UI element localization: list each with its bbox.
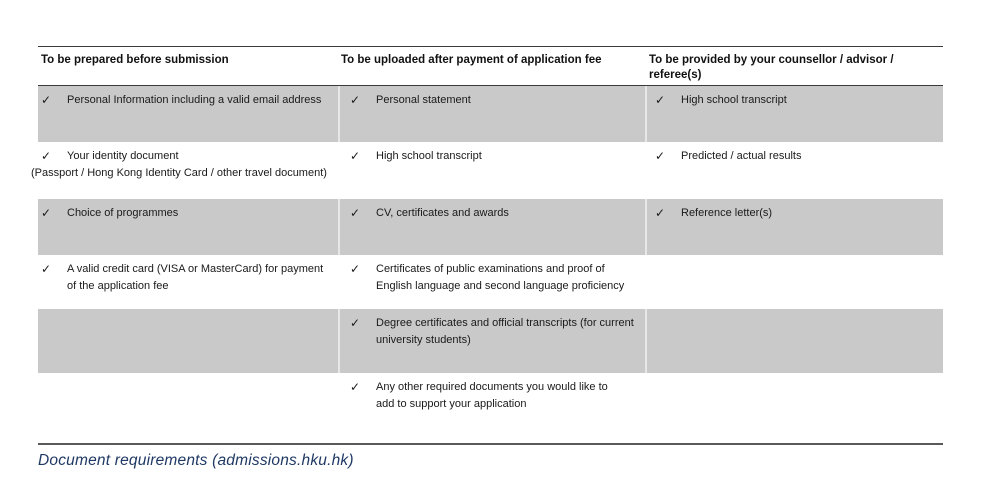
check-icon: ✓ <box>655 149 666 163</box>
requirement-text: High school transcript <box>376 150 482 162</box>
table-cell <box>338 86 645 142</box>
table-cell-empty <box>645 309 943 373</box>
check-icon: ✓ <box>350 93 361 107</box>
column-header-prepared: To be prepared before submission <box>41 54 229 66</box>
table-row <box>38 86 943 142</box>
table-row <box>38 255 943 309</box>
requirement-text: Personal Information including a valid email address <box>67 94 322 106</box>
check-icon: ✓ <box>41 206 52 220</box>
requirement-text: Choice of programmes <box>67 207 179 219</box>
table-cell <box>338 309 645 373</box>
table-cell-empty <box>645 373 943 443</box>
check-icon: ✓ <box>350 149 361 163</box>
check-icon: ✓ <box>655 93 666 107</box>
check-icon: ✓ <box>350 206 361 220</box>
table-row <box>38 373 943 443</box>
table-cell <box>31 142 338 199</box>
table-row <box>38 309 943 373</box>
caption: Document requirements (admissions.hku.hk) <box>38 452 354 469</box>
table-cell <box>338 142 645 199</box>
check-icon: ✓ <box>350 262 361 276</box>
table-cell-empty <box>38 373 338 443</box>
table-row <box>31 142 943 199</box>
table-cell <box>338 373 645 443</box>
requirements-table <box>31 46 943 470</box>
column-header-provided: To be provided by your counsellor / advisor / referee(s) <box>649 54 894 81</box>
table-cell <box>338 199 645 255</box>
requirement-text: CV, certificates and awards <box>376 207 509 219</box>
requirement-text: Predicted / actual results <box>681 150 802 162</box>
table-cell <box>338 255 645 309</box>
table-cell <box>645 199 943 255</box>
table-row <box>38 199 943 255</box>
requirement-text: Reference letter(s) <box>681 207 773 219</box>
check-icon: ✓ <box>41 262 52 276</box>
requirement-text: Certificates of public examinations and proof of English language and second language proficiency <box>376 263 625 292</box>
check-icon: ✓ <box>655 206 666 220</box>
table-cell <box>38 255 338 309</box>
check-icon: ✓ <box>350 380 361 394</box>
table-cell <box>645 86 943 142</box>
requirement-text: Personal statement <box>376 94 471 106</box>
table-cell-empty <box>38 309 338 373</box>
table-cell <box>645 142 943 199</box>
column-header-uploaded: To be uploaded after payment of application fee <box>341 54 602 66</box>
requirement-text: High school transcript <box>681 94 787 106</box>
requirement-text: Any other required documents you would like to add to support your application <box>376 381 608 410</box>
requirement-note: (Passport / Hong Kong Identity Card / other travel document) <box>31 166 327 179</box>
table-cell-empty <box>645 255 943 309</box>
table-cell <box>38 86 338 142</box>
requirement-text: Degree certificates and official transcripts (for current university students) <box>376 317 634 346</box>
check-icon: ✓ <box>350 316 361 330</box>
requirement-text: Your identity document <box>67 150 179 162</box>
requirement-text: A valid credit card (VISA or MasterCard) for payment of the application fee <box>67 263 324 292</box>
table-header-row <box>38 47 943 86</box>
table-cell <box>38 199 338 255</box>
check-icon: ✓ <box>41 149 52 163</box>
check-icon: ✓ <box>41 93 52 107</box>
divider <box>38 443 943 445</box>
